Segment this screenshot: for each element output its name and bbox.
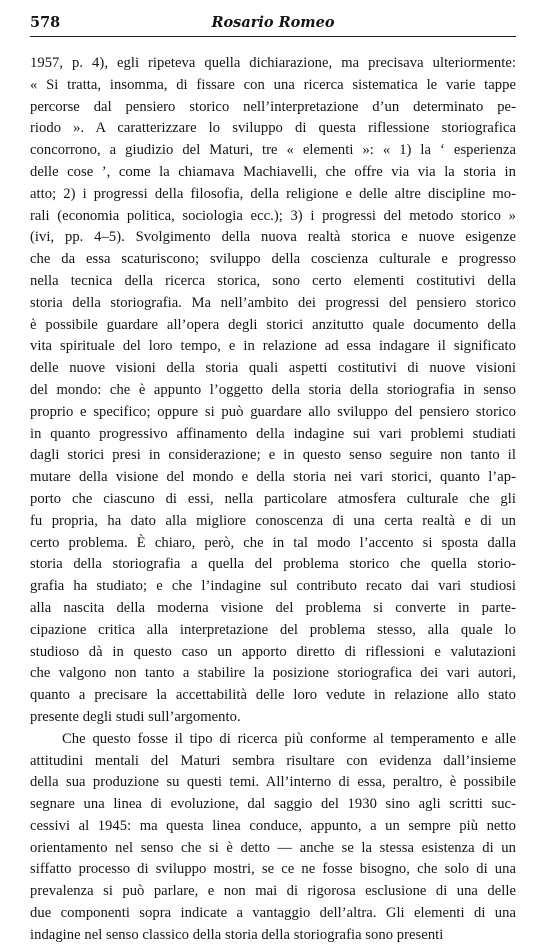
- text-line: che valgono non tanto a stabilire la posizione storiografica dei vari autori,: [30, 665, 516, 682]
- text-line: porto che ciascuno di essi, nella particolare atmosfera culturale che gli: [30, 490, 516, 507]
- text-line: vita spirituale del loro tempo, e in relazione ad essa indagare il significato: [30, 338, 516, 355]
- text-line: rali (economia politica, sociologia ecc.); 3) i progressi del metodo storico »: [30, 207, 516, 224]
- book-page: [30, 14, 516, 947]
- text-line: fu propria, ha dato alla migliore conoscenza di una certa realtà e di un: [30, 512, 516, 529]
- text-line: cipazione critica alla interpretazione del problema stesso, alla quale lo: [30, 621, 516, 638]
- page-number: 578: [30, 14, 61, 31]
- text-line: quanto a precisare la accettabilità delle loro vedute in relazione allo stato: [30, 687, 516, 704]
- text-line: nella tecnica della ricerca storica, sono certo elementi costitutivi della: [30, 272, 516, 289]
- text-line: cessivi al 1945: ma questa linea conduce, appunto, a un sempre più netto: [30, 817, 516, 834]
- text-line: concorrono, a giudizio del Maturi, tre « elementi »: « 1) la ‘ esperienza: [30, 142, 516, 159]
- text-line: indagine nel senso classico della storia della storiografia sono presenti: [30, 926, 444, 943]
- body-text: [30, 53, 516, 947]
- running-head: Rosario Romeo: [211, 14, 335, 31]
- text-line: alla nascita della moderna visione del problema si converte in parte-: [30, 599, 516, 616]
- text-line: due componenti sopra indicate a vantaggio dell’altra. Gli elementi di una: [30, 905, 516, 922]
- text-line: attitudini mentali del Maturi sembra risultare con evidenza dall’insieme: [30, 752, 516, 769]
- text-line: 1957, p. 4), egli ripeteva quella dichiarazione, ma precisava ulteriormente:: [30, 55, 516, 71]
- text-line: presente degli studi sull’argomento.: [30, 708, 241, 725]
- text-line: prevalenza si può parlare, e non mai di rigorosa esclusione di una delle: [30, 883, 516, 900]
- text-line: che da essa scaturiscono; sviluppo della coscienza culturale e progresso: [30, 251, 516, 268]
- text-line: siffatto processo di sviluppo mostri, se ce ne fosse bisogno, che solo di una: [30, 861, 516, 878]
- text-line: storia della storiografia a quella del problema storico che quella storio-: [30, 556, 516, 573]
- text-line: in quanto progressivo affinamento della indagine sui vari problemi studiati: [30, 425, 516, 442]
- text-line: atto; 2) i progressi della filosofia, della religione e delle altre discipline mo-: [30, 185, 516, 202]
- text-line: delle nuove visioni della storia quali aspetti costitutivi di nuove visioni: [30, 360, 516, 377]
- text-line: orientamento nel senso che si è detto — anche se la stessa esistenza di un: [30, 839, 516, 856]
- text-line: storia della storiografia. Ma nell’ambito dei progressi del pensiero storico: [30, 294, 516, 311]
- text-line: mutare della visione del mondo e della storia nei vari storici, quanto l’ap-: [30, 469, 516, 486]
- text-line: grafia ha studiato; e che l’indagine sul contributo recato dai vari studiosi: [30, 578, 516, 595]
- text-line: proprio e specifico; oppure si può guardare allo sviluppo del pensiero storico: [30, 403, 516, 420]
- paragraph: [30, 729, 516, 947]
- text-line: riodo ». A caratterizzare lo sviluppo di questa riflessione storiografica: [30, 120, 516, 137]
- text-line: studioso dà in questo caso un apporto diretto di riflessioni e valutazioni: [30, 643, 516, 660]
- text-line: dagli storici presi in considerazione; e in questo senso seguire non tanto il: [30, 447, 516, 464]
- page-header: [30, 14, 516, 37]
- text-line: del mondo: che è appunto l’oggetto della storia della storiografia in senso: [30, 381, 516, 398]
- text-line: certo problema. È chiaro, però, che in tal modo l’accento si sposta dalla: [30, 534, 516, 551]
- text-line: Che questo fosse il tipo di ricerca più conforme al temperamento e alle: [62, 730, 516, 747]
- text-line: delle cose ’, come la chiamava Machiavelli, che offre via via la storia in: [30, 163, 516, 180]
- text-line: segnare una linea di evoluzione, dal saggio del 1930 sino agli scritti suc-: [30, 796, 516, 813]
- text-line: è possibile guardare all’opera degli storici anzitutto quale documento della: [30, 316, 516, 333]
- text-line: della sua produzione su questi temi. All’interno di essa, peraltro, è possibile: [30, 774, 516, 791]
- text-line: percorse dal pensiero storico nell’interpretazione d’un determinato pe-: [30, 98, 516, 115]
- text-line: (ivi, pp. 4–5). Svolgimento della nuova realtà storica e nuove esigenze: [30, 229, 516, 246]
- text-line: « Si tratta, insomma, di fissare con una ricerca sistematica le varie tappe: [30, 76, 516, 93]
- paragraph: [30, 53, 516, 729]
